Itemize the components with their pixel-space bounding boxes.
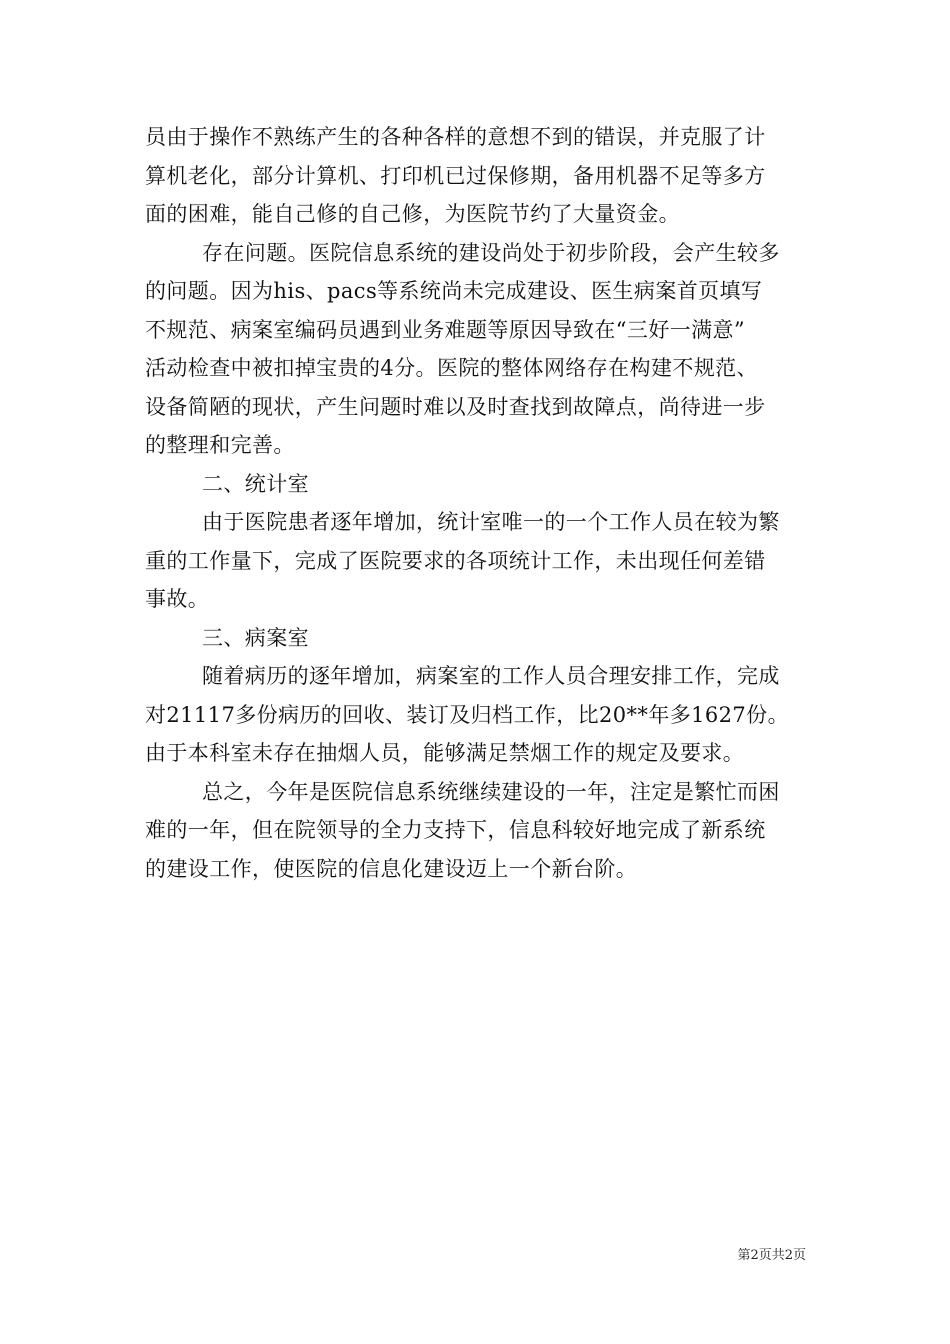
section-heading-medical-records: 三、病案室: [202, 625, 309, 650]
text-line: 随着病历的逐年增加，病案室的工作人员合理安排工作，完成: [202, 664, 780, 688]
text-line: 重的工作量下，完成了医院要求的各项统计工作，未出现任何差错: [145, 548, 766, 573]
text-line: 难的一年，但在院领导的全力支持下，信息科较好地完成了新系统: [145, 818, 766, 842]
page-number: 第2页共2页: [737, 1248, 806, 1263]
text-line: 存在问题。医院信息系统的建设尚处于初步阶段，会产生较多: [202, 240, 780, 265]
text-line: 的整理和完善。: [145, 433, 295, 457]
page-footer: [0, 1247, 806, 1265]
text-line: 由于本科室未存在抽烟人员，能够满足禁烟工作的规定及要求。: [145, 741, 745, 765]
text-line: 由于医院患者逐年增加，统计室唯一的一个工作人员在较为繁: [202, 510, 780, 534]
text-line: 面的困难，能自己修的自己修，为医院节约了大量资金。: [145, 202, 680, 226]
text-line: 设备简陋的现状，产生问题时难以及时查找到故障点，尚待进一步: [145, 394, 766, 419]
text-line: 算机老化，部分计算机、打印机已过保修期，备用机器不足等多方: [145, 163, 766, 188]
text-line: 活动检查中被扣掉宝贵的4分。医院的整体网络存在构建不规范、: [145, 356, 758, 380]
document-body: [145, 118, 810, 888]
text-line: 总之，今年是医院信息系统继续建设的一年，注定是繁忙而困: [202, 779, 780, 804]
text-line: 对21117多份病历的回收、装订及归档工作，比20**年多1627份。: [145, 702, 789, 727]
text-line: 员由于操作不熟练产生的各种各样的意想不到的错误，并克服了计: [145, 125, 766, 149]
text-line: 的建设工作，使医院的信息化建设迈上一个新台阶。: [145, 856, 638, 881]
text-line: 不规范、病案室编码员遇到业务难题等原因导致在“三好一满意”: [145, 317, 746, 342]
section-heading-statistics: 二、统计室: [202, 471, 309, 496]
text-line: 的问题。因为his、pacs等系统尚未完成建设、医生病案首页填写: [145, 279, 763, 303]
text-line: 事故。: [145, 587, 210, 611]
